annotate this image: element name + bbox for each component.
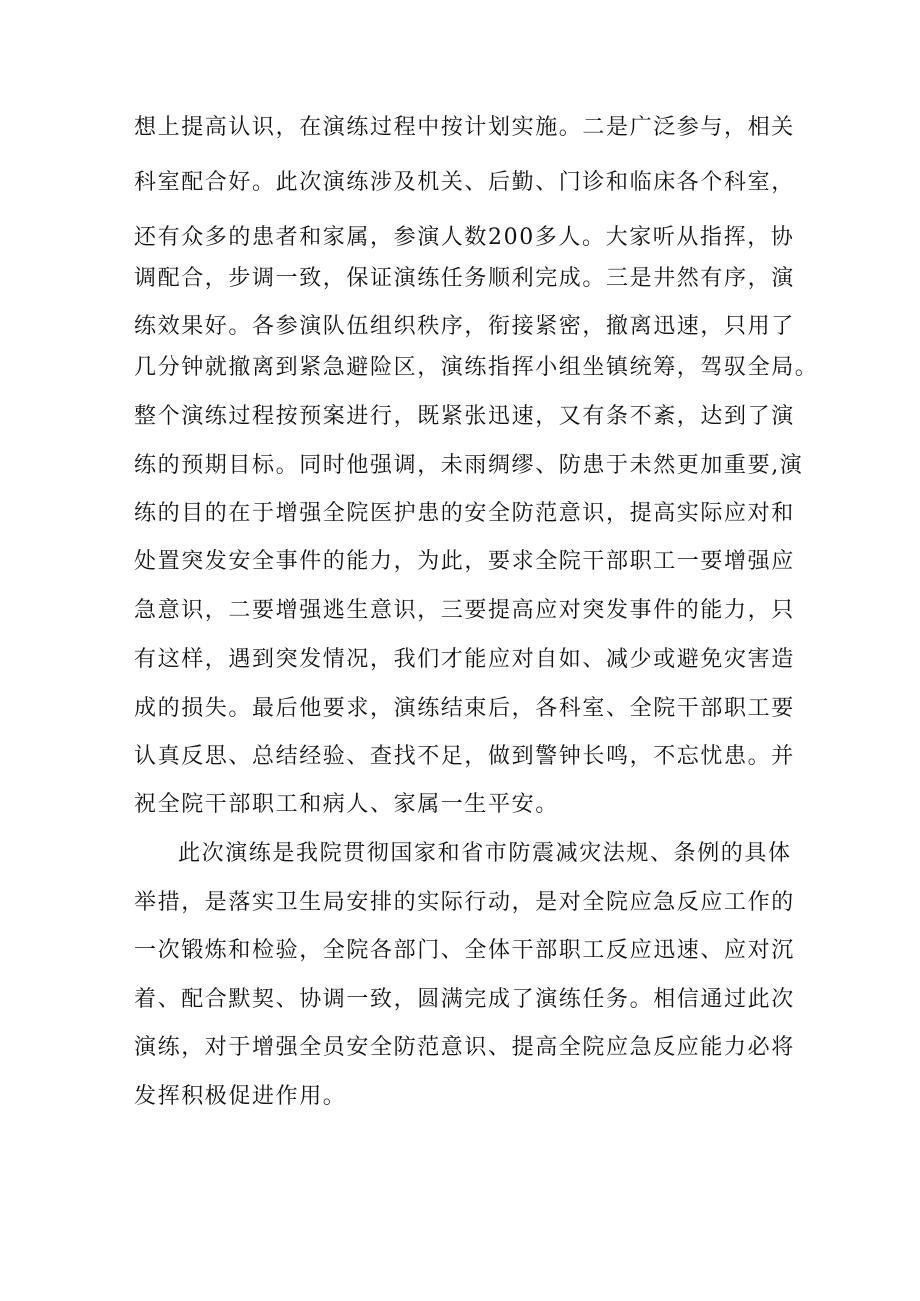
text-line: 急意识，二要增强逃生意识，三要提高应对突发事件的能力，只 <box>134 598 795 623</box>
text-line: 练的目的在于增强全院医护患的安全防范意识，提高实际应对和 <box>134 501 795 526</box>
text-line: 处置突发安全事件的能力，为此，要求全院干部职工一要增强应 <box>134 549 795 574</box>
text-line: 成的损失。最后他要求，演练结束后，各科室、全院干部职工要 <box>134 696 795 721</box>
text-line: 祝全院干部职工和病人、家属一生平安。 <box>134 792 559 817</box>
text-line: 发挥积极促进作用。 <box>134 1084 347 1109</box>
text-line: 想上提高认识，在演练过程中按计划实施。二是广泛参与，相关 <box>134 115 795 140</box>
text-line: 有这样，遇到突发情况，我们才能应对自如、减少或避免灾害造 <box>134 647 795 672</box>
text-line: 科室配合好。此次演练涉及机关、后勤、门诊和临床各个科室， <box>134 170 795 195</box>
text-line: 还有众多的患者和家属，参演人数200多人。大家听从指挥，协 <box>134 225 795 250</box>
text-line: 整个演练过程按预案进行，既紧张迅速，又有条不紊，达到了演 <box>134 404 795 429</box>
text-line: 几分钟就撤离到紧急避险区，演练指挥小组坐镇统筹，驾驭全局。 <box>134 355 819 380</box>
text-line: 举措，是落实卫生局安排的实际行动，是对全院应急反应工作的 <box>134 890 795 915</box>
text-line: 认真反思、总结经验、查找不足，做到警钟长鸣，不忘忧患。并 <box>134 744 795 769</box>
text-line: 演练，对于增强全员安全防范意识、提高全院应急反应能力必将 <box>134 1035 795 1060</box>
text-line: 一次锻炼和检验，全院各部门、全体干部职工反应迅速、应对沉 <box>134 938 795 963</box>
text-line: 着、配合默契、协调一致，圆满完成了演练任务。相信通过此次 <box>134 987 795 1012</box>
text-line: 练效果好。各参演队伍组织秩序，衔接紧密，撤离迅速，只用了 <box>134 314 795 339</box>
text-line: 练的预期目标。同时他强调，未雨绸缪、防患于未然更加重要,演 <box>134 453 804 478</box>
paragraph-first-line: 此次演练是我院贯彻国家和省市防震减灾法规、条例的具体 <box>178 841 792 866</box>
text-line: 调配合，步调一致，保证演练任务顺利完成。三是井然有序，演 <box>134 266 795 291</box>
